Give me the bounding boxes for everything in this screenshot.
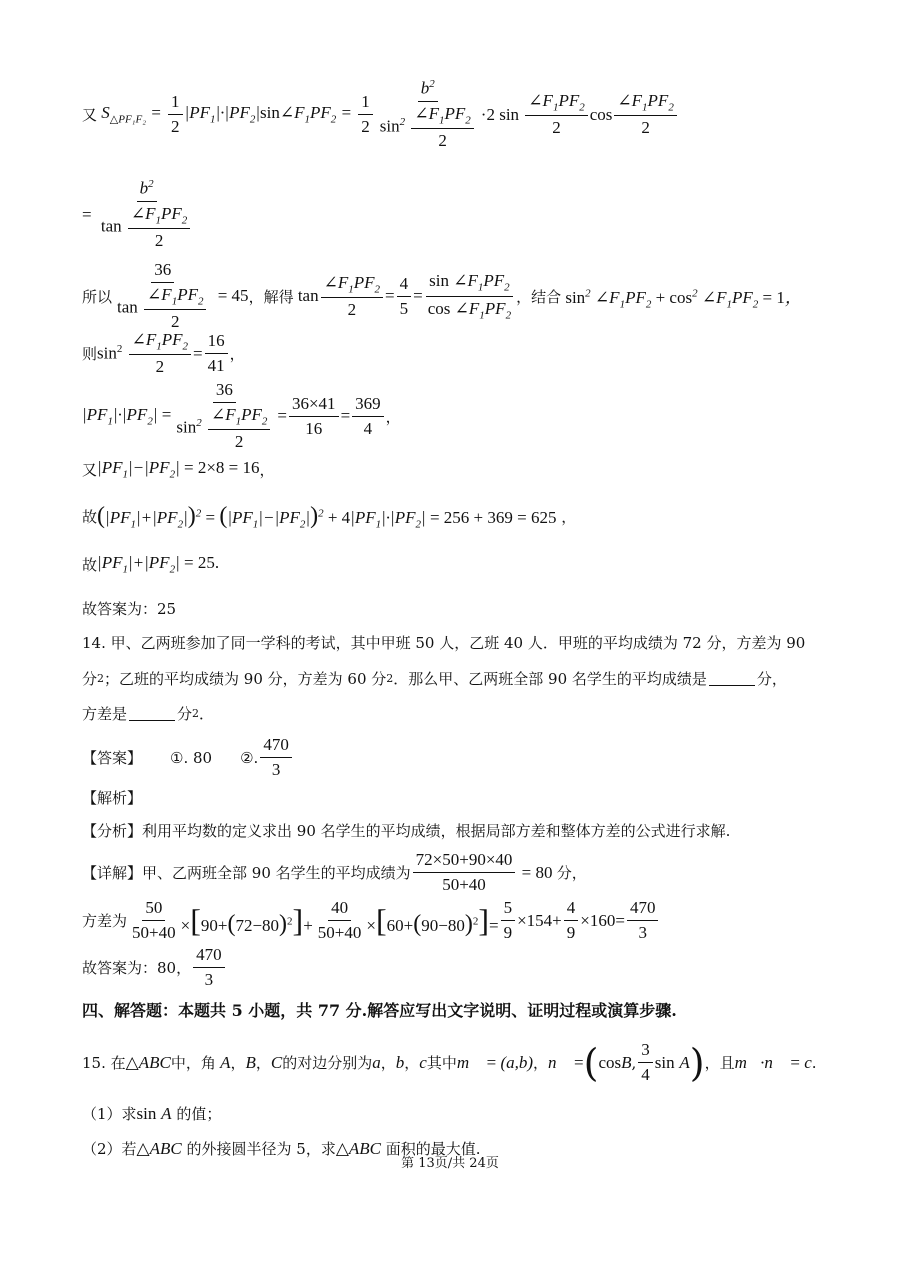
fraction: 36 $\sin^2$ $\frac{\angle F_1PF_2}{2}$ [173, 380, 275, 452]
q14-stem-line2: 分 2 ；乙班的平均成绩为 90 分，方差为 60 分 2 ．那么甲、乙两班全部 90 名学生的平均成绩是 分， [82, 670, 787, 688]
q14-variance: 方差为 $\frac{50}{50+40}$ $\times[90+(72-80)^2]+$ $\frac{40}{50+40}$ $\times[60+(90-80)^2]=$ $\frac{5}{9}$ ×154+ $\frac{4}{9}$ ×160= $\frac{470}{3}$ [82, 898, 660, 943]
fraction: $\frac{40}{50+40}$ [317, 898, 362, 942]
area-formula-line-2: = $b^2$ tan $\frac{\angle F_1PF_2}{2}$ [82, 178, 197, 251]
fraction: $\frac{470}{3}$ [193, 945, 225, 990]
fraction: 36 tan $\frac{\angle F_1PF_2}{2}$ [114, 260, 211, 332]
fraction: $\frac{\angle F_1PF_2}{2}$ [129, 330, 191, 377]
q15-part2: （2）若 △ABC 的外接圆半径为 5，求 △ABC 面积的最大值. [82, 1138, 481, 1158]
answer-text: 故答案为：25 [82, 600, 177, 618]
fraction: $b^2$ $\sin^2$ $\frac{\angle F_1PF_2}{2}$ [377, 78, 479, 151]
answer-blank [709, 671, 755, 686]
q14-stem-line3: 方差是 分 2 ． [82, 705, 215, 723]
fraction: $\frac{470}{3}$ [627, 898, 659, 943]
q14-analysis-label: 【解析】 [82, 789, 143, 807]
fraction: $\frac{36\times 41}{16}$ [289, 394, 339, 439]
fraction: $\frac{5}{9}$ [501, 898, 516, 943]
fraction: $\frac{369}{4}$ [352, 394, 384, 439]
fraction: $b^2$ tan $\frac{\angle F_1PF_2}{2}$ [98, 178, 195, 251]
equation-line-3: 所以 36 tan $\frac{\angle F_1PF_2}{2}$ = 45 ，解得 tan $\frac{\angle F_1PF_2}{2}$ = $\frac{4}{5}$ = $\frac{\sin \angle F_1PF_2}{\cos \angle F_1PF_2}$ ，结合 $\sin^2$ $\angle F_1PF_2 + \cos^2$ $\angle F_1PF_2 = 1$， [82, 260, 802, 332]
q15-part1: （1）求 sin A 的值； [82, 1103, 222, 1123]
equation-line-5: $|PF_1|\cdot|PF_2|$ = 36 $\sin^2$ $\frac{\angle F_1PF_2}{2}$ = $\frac{36\times 41}{16}$ = $\frac{369}{4}$ ， [82, 380, 401, 452]
q14-final-answer: 故答案为：80， $\frac{470}{3}$ [82, 945, 227, 990]
q14-detail: 【详解】甲、乙两班全部 90 名学生的平均成绩为 $\frac{72\times 50+90\times 40}{50+40}$ = 80 分， [82, 850, 587, 894]
fraction: $\frac{50}{50+40}$ [132, 898, 176, 942]
fraction: $\frac{3}{4}$ [638, 1040, 653, 1085]
fraction: $\frac{72\times 50+90\times 40}{50+40}$ [413, 850, 516, 895]
answer-blank [129, 706, 175, 721]
fraction: $\frac{\angle F_1PF_2}{2}$ [525, 91, 587, 138]
area-formula-line: 又 $S_{\triangle PF_1F_2}$ = $\frac{1}{2}$ $|PF_1|\cdot|PF_2|\sin\angle F_1PF_2$ = $\frac{1}{2}$ $b^2$ $\sin^2$ $\frac{\angle F_1PF_2}{2}$ ·2 sin $\frac{\angle F_1PF_2}{2}$ cos $\frac{\angle F_1PF_2}{2}$ [82, 78, 679, 151]
section-title: 四、解答题：本题共 5 小题，共 77 分.解答应写出文字说明、证明过程或演算步骤. [82, 1001, 677, 1020]
fraction: $\frac{4}{5}$ [397, 274, 412, 319]
fraction: $\frac{\sin \angle F_1PF_2}{\cos \angle F_1PF_2}$ [427, 271, 512, 322]
fraction: $\frac{1}{2}$ [358, 92, 373, 137]
fraction: $\frac{4}{9}$ [564, 898, 579, 943]
fraction: $\frac{\angle F_1PF_2}{2}$ [321, 273, 383, 320]
q14-fenxi: 【分析】利用平均数的定义求出 90 名学生的平均成绩，根据局部方差和整体方差的公式进行求解. [82, 822, 731, 840]
equation-line-7: 故 $(|PF_1|+|PF_2|)^2 = (|PF_1|-|PF_2|)^2 + 4|PF_1|\cdot|PF_2| = 256 + 369 = 625$ ， [82, 503, 577, 531]
fraction: $\frac{16}{41}$ [205, 331, 228, 376]
equation-line-8: 故 $|PF_1|+|PF_2| = 25$. [82, 553, 220, 576]
q14-answer: 【答案】 ①. 80 ②. $\frac{470}{3}$ [82, 735, 294, 780]
equation-line-4: 则 $\sin^2$ $\frac{\angle F_1PF_2}{2}$ = $\frac{16}{41}$ ， [82, 330, 245, 377]
q15-stem: 15. 在 △ABC 中，角 A ， B ， C 的对边分别为 a ， b ， c 其中 m⃗ = (a,b) ， n⃗ = ( cos B , $\frac{3}{4}$ sin A ) ，且 m⃗·n⃗ = c . [82, 1040, 817, 1085]
page-footer: 第 13页/共 24页 [401, 1156, 499, 1171]
fraction: $\frac{1}{2}$ [168, 92, 183, 137]
fraction: $\frac{\angle F_1PF_2}{2}$ [614, 91, 676, 138]
equation-line-6: 又 $|PF_1|-|PF_2| = 2\times 8 = 16$ ， [82, 458, 275, 481]
fraction: $\frac{470}{3}$ [260, 735, 292, 780]
q14-stem-line1: 14. 甲、乙两班参加了同一学科的考试，其中甲班 50 人，乙班 40 人．甲班的平均成绩为 72 分，方差为 90 [82, 634, 806, 652]
